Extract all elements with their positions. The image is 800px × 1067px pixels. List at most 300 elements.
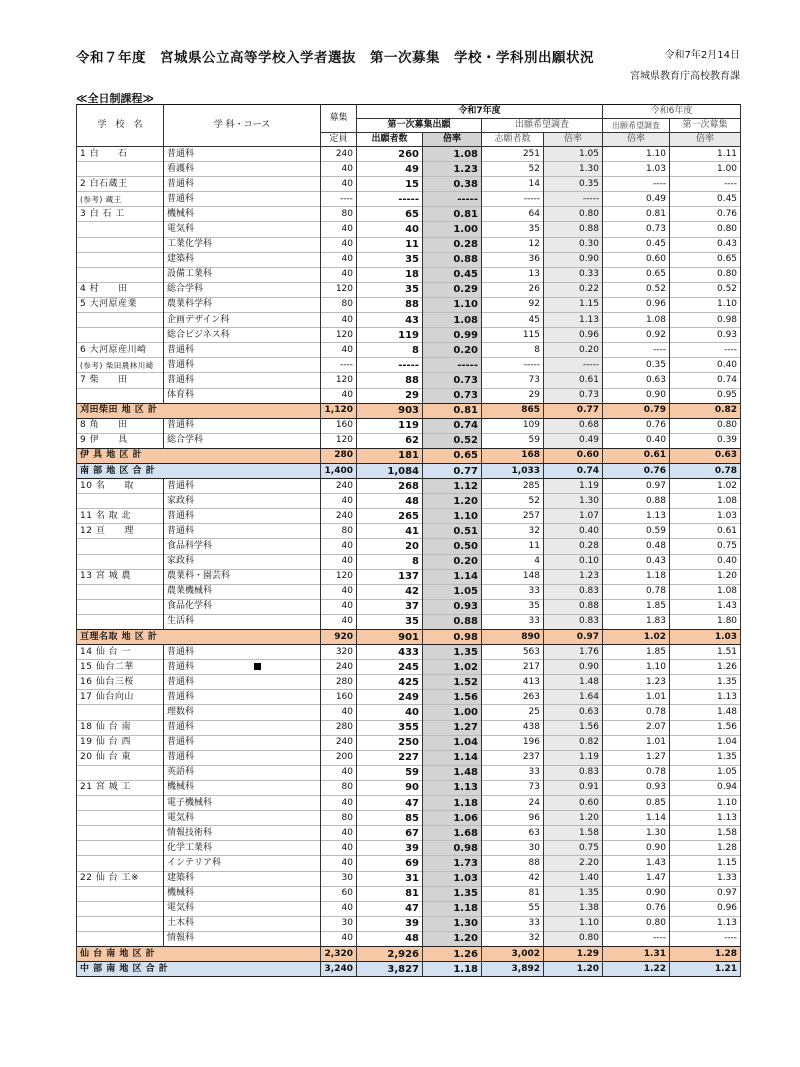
quota-cell: 80 — [321, 524, 357, 539]
table-row — [77, 569, 741, 584]
survey-applicants-cell: 24 — [482, 796, 544, 811]
department-name: 看護科 — [164, 162, 321, 177]
survey-applicants-cell: 148 — [482, 569, 544, 584]
survey-applicants-cell: 29 — [482, 388, 544, 403]
applicants-cell: 181 — [357, 448, 423, 463]
survey-applicants-cell: 12 — [482, 237, 544, 252]
school-name: 4 村 田 — [77, 282, 164, 297]
prev-survey-ratio-cell: ---- — [603, 931, 670, 946]
ratio-cell: 0.20 — [423, 554, 482, 569]
quota-cell: 40 — [321, 901, 357, 916]
department-name: 食品化学科 — [164, 599, 321, 614]
survey-applicants-cell: 55 — [482, 901, 544, 916]
applicants-cell: 425 — [357, 675, 423, 690]
table-row — [77, 705, 741, 720]
survey-ratio-cell: 1.23 — [544, 569, 603, 584]
table-row — [77, 282, 741, 297]
prev-survey-ratio-cell: 1.83 — [603, 614, 670, 629]
school-name: 5 大河原産業 — [77, 297, 164, 312]
applicants-cell: 903 — [357, 403, 423, 418]
ratio-cell: 1.10 — [423, 509, 482, 524]
quota-cell: 320 — [321, 645, 357, 660]
survey-applicants-cell: 59 — [482, 433, 544, 448]
table-row — [77, 690, 741, 705]
department-name: 情報技術科 — [164, 826, 321, 841]
applicants-cell: 355 — [357, 720, 423, 735]
table-row — [77, 931, 741, 946]
prev-survey-ratio-cell: 1.85 — [603, 599, 670, 614]
prev-first-ratio-cell: 0.94 — [670, 780, 741, 795]
survey-ratio-cell: 1.30 — [544, 494, 603, 509]
survey-applicants-cell: 13 — [482, 267, 544, 282]
school-name — [77, 584, 164, 599]
prev-first-ratio-cell: 1.10 — [670, 796, 741, 811]
survey-applicants-cell: ----- — [482, 192, 544, 207]
school-name — [77, 705, 164, 720]
ratio-cell: 1.35 — [423, 645, 482, 660]
survey-applicants-cell: 196 — [482, 735, 544, 750]
ratio-cell: 1.12 — [423, 479, 482, 494]
prev-first-ratio-cell: 1.48 — [670, 705, 741, 720]
table-row — [77, 901, 741, 916]
survey-applicants-cell: 865 — [482, 403, 544, 418]
ratio-cell: 0.98 — [423, 841, 482, 856]
department-name: 家政科 — [164, 494, 321, 509]
ratio-cell: 1.23 — [423, 162, 482, 177]
school-name: 22 仙 台 工※ — [77, 871, 164, 886]
applicants-cell: ----- — [357, 358, 423, 373]
quota-cell: 920 — [321, 630, 357, 645]
prev-survey-ratio-cell: ---- — [603, 177, 670, 192]
header-r7-survey-applicants: 志願者数 — [482, 133, 544, 147]
school-name: 20 仙 台 東 — [77, 750, 164, 765]
prev-survey-ratio-cell: 0.85 — [603, 796, 670, 811]
survey-ratio-cell: 1.19 — [544, 750, 603, 765]
department-name: 普通科 — [164, 690, 321, 705]
table-row — [77, 720, 741, 735]
survey-ratio-cell: 0.83 — [544, 614, 603, 629]
school-name — [77, 252, 164, 267]
survey-ratio-cell: 1.20 — [544, 811, 603, 826]
applicants-cell: 250 — [357, 735, 423, 750]
survey-ratio-cell: 0.61 — [544, 373, 603, 388]
prev-survey-ratio-cell: 1.43 — [603, 856, 670, 871]
survey-applicants-cell: 92 — [482, 297, 544, 312]
survey-ratio-cell: 0.97 — [544, 630, 603, 645]
department-name: 普通科 — [164, 720, 321, 735]
quota-cell: 200 — [321, 750, 357, 765]
table-row — [77, 614, 741, 629]
prev-first-ratio-cell: 1.05 — [670, 765, 741, 780]
survey-applicants-cell: 96 — [482, 811, 544, 826]
quota-cell: 240 — [321, 660, 357, 675]
department-name: 普通科 — [164, 750, 321, 765]
document-title: 令和７年度 宮城県公立高等学校入学者選抜 第一次募集 学校・学科別出願状況 — [76, 50, 594, 66]
quota-cell: 40 — [321, 237, 357, 252]
district-subtotal-row — [77, 946, 741, 961]
quota-cell: 40 — [321, 177, 357, 192]
table-row — [77, 252, 741, 267]
survey-applicants-cell: 237 — [482, 750, 544, 765]
school-name — [77, 388, 164, 403]
survey-applicants-cell: 52 — [482, 162, 544, 177]
prev-first-ratio-cell: 1.80 — [670, 614, 741, 629]
quota-cell: 120 — [321, 373, 357, 388]
survey-ratio-cell: 0.80 — [544, 207, 603, 222]
survey-ratio-cell: 0.88 — [544, 222, 603, 237]
table-row — [77, 207, 741, 222]
table-row — [77, 192, 741, 207]
ratio-cell: ----- — [423, 192, 482, 207]
header-r6: 令和6年度 — [603, 105, 741, 119]
quota-cell: 40 — [321, 931, 357, 946]
quota-cell: 40 — [321, 841, 357, 856]
department-name: 農業科・園芸科 — [164, 569, 321, 584]
quota-cell: 80 — [321, 207, 357, 222]
survey-ratio-cell: 1.64 — [544, 690, 603, 705]
survey-applicants-cell: 36 — [482, 252, 544, 267]
school-name — [77, 841, 164, 856]
ratio-cell: 0.81 — [423, 207, 482, 222]
applicants-cell: 35 — [357, 614, 423, 629]
survey-ratio-cell: 0.83 — [544, 765, 603, 780]
prev-first-ratio-cell: 0.93 — [670, 328, 741, 343]
survey-applicants-cell: 35 — [482, 222, 544, 237]
table-row — [77, 841, 741, 856]
prev-survey-ratio-cell: 1.30 — [603, 826, 670, 841]
prev-survey-ratio-cell: 1.23 — [603, 675, 670, 690]
quota-cell: 240 — [321, 479, 357, 494]
school-name — [77, 494, 164, 509]
survey-applicants-cell: 168 — [482, 448, 544, 463]
school-name — [77, 886, 164, 901]
department-name: 工業化学科 — [164, 237, 321, 252]
survey-ratio-cell: 0.49 — [544, 433, 603, 448]
prev-survey-ratio-cell: 0.90 — [603, 841, 670, 856]
survey-applicants-cell: 33 — [482, 916, 544, 931]
prev-first-ratio-cell: 0.40 — [670, 554, 741, 569]
applicants-cell: 31 — [357, 871, 423, 886]
school-name — [77, 599, 164, 614]
department-name: 電気科 — [164, 222, 321, 237]
ratio-cell: 0.77 — [423, 463, 482, 478]
prev-first-ratio-cell: 0.80 — [670, 222, 741, 237]
applicants-cell: 29 — [357, 388, 423, 403]
applicants-cell: 137 — [357, 569, 423, 584]
ratio-cell: 0.74 — [423, 418, 482, 433]
prev-survey-ratio-cell: 0.61 — [603, 448, 670, 463]
department-name: 機械科 — [164, 207, 321, 222]
school-name: 14 仙 台 一 — [77, 645, 164, 660]
survey-applicants-cell: 413 — [482, 675, 544, 690]
table-row — [77, 554, 741, 569]
prev-survey-ratio-cell: 0.92 — [603, 328, 670, 343]
applicants-cell: 69 — [357, 856, 423, 871]
survey-applicants-cell: 109 — [482, 418, 544, 433]
survey-ratio-cell: 1.20 — [544, 962, 603, 977]
table-row — [77, 494, 741, 509]
ratio-cell: 1.35 — [423, 886, 482, 901]
survey-ratio-cell: ----- — [544, 192, 603, 207]
prev-survey-ratio-cell: 1.08 — [603, 313, 670, 328]
square-marker-icon — [254, 663, 261, 670]
ratio-cell: 1.52 — [423, 675, 482, 690]
prev-first-ratio-cell: 1.35 — [670, 750, 741, 765]
applicants-cell: 8 — [357, 343, 423, 358]
ratio-cell: 1.08 — [423, 313, 482, 328]
prev-first-ratio-cell: 1.58 — [670, 826, 741, 841]
prev-survey-ratio-cell: 0.81 — [603, 207, 670, 222]
survey-applicants-cell: 33 — [482, 765, 544, 780]
quota-cell: 40 — [321, 765, 357, 780]
prev-first-ratio-cell: ---- — [670, 931, 741, 946]
prev-first-ratio-cell: 1.21 — [670, 962, 741, 977]
quota-cell: 40 — [321, 584, 357, 599]
school-name: 7 柴 田 — [77, 373, 164, 388]
prev-first-ratio-cell: 1.15 — [670, 856, 741, 871]
prev-survey-ratio-cell: 1.13 — [603, 509, 670, 524]
table-body — [77, 147, 741, 977]
survey-applicants-cell: 438 — [482, 720, 544, 735]
applicants-cell: 49 — [357, 162, 423, 177]
prev-first-ratio-cell: 1.04 — [670, 735, 741, 750]
applicants-cell: 48 — [357, 494, 423, 509]
school-name: 18 仙 台 南 — [77, 720, 164, 735]
prev-first-ratio-cell: 0.40 — [670, 358, 741, 373]
school-name: 2 白石蔵王 — [77, 177, 164, 192]
prev-survey-ratio-cell: 1.03 — [603, 162, 670, 177]
prev-survey-ratio-cell: 0.78 — [603, 584, 670, 599]
survey-ratio-cell: 0.83 — [544, 584, 603, 599]
prev-survey-ratio-cell: 1.10 — [603, 660, 670, 675]
applicants-cell: ----- — [357, 192, 423, 207]
prev-survey-ratio-cell: ---- — [603, 343, 670, 358]
applicants-cell: 15 — [357, 177, 423, 192]
survey-applicants-cell: 257 — [482, 509, 544, 524]
table-row — [77, 871, 741, 886]
applicants-cell: 18 — [357, 267, 423, 282]
survey-ratio-cell: 0.90 — [544, 660, 603, 675]
ratio-cell: 1.14 — [423, 750, 482, 765]
ratio-cell: 1.03 — [423, 871, 482, 886]
prev-survey-ratio-cell: 1.27 — [603, 750, 670, 765]
district-subtotal-row — [77, 630, 741, 645]
prev-survey-ratio-cell: 1.14 — [603, 811, 670, 826]
survey-ratio-cell: 1.15 — [544, 297, 603, 312]
ratio-cell: 0.51 — [423, 524, 482, 539]
applicants-cell: 67 — [357, 826, 423, 841]
prev-first-ratio-cell: 0.80 — [670, 418, 741, 433]
prev-survey-ratio-cell: 0.59 — [603, 524, 670, 539]
survey-applicants-cell: 8 — [482, 343, 544, 358]
survey-ratio-cell: 0.74 — [544, 463, 603, 478]
prev-survey-ratio-cell: 0.79 — [603, 403, 670, 418]
survey-applicants-cell: 285 — [482, 479, 544, 494]
prev-first-ratio-cell: 1.13 — [670, 690, 741, 705]
survey-ratio-cell: 0.35 — [544, 177, 603, 192]
school-name: 13 宮 城 農 — [77, 569, 164, 584]
survey-applicants-cell: 32 — [482, 931, 544, 946]
school-name — [77, 267, 164, 282]
prev-survey-ratio-cell: 1.22 — [603, 962, 670, 977]
table-row — [77, 358, 741, 373]
survey-applicants-cell: 42 — [482, 871, 544, 886]
ratio-cell: ----- — [423, 358, 482, 373]
survey-ratio-cell: 2.20 — [544, 856, 603, 871]
prev-survey-ratio-cell: 1.85 — [603, 645, 670, 660]
department-name: インテリア科 — [164, 856, 321, 871]
school-name — [77, 222, 164, 237]
survey-ratio-cell: 1.07 — [544, 509, 603, 524]
prev-survey-ratio-cell: 0.65 — [603, 267, 670, 282]
prev-first-ratio-cell: 1.08 — [670, 584, 741, 599]
survey-ratio-cell: 0.63 — [544, 705, 603, 720]
ratio-cell: 0.50 — [423, 539, 482, 554]
school-name — [77, 539, 164, 554]
table-row — [77, 147, 741, 162]
survey-applicants-cell: 1,033 — [482, 463, 544, 478]
region-total-row — [77, 962, 741, 977]
ratio-cell: 1.20 — [423, 931, 482, 946]
quota-cell: 1,400 — [321, 463, 357, 478]
prev-survey-ratio-cell: 0.35 — [603, 358, 670, 373]
applicants-cell: 40 — [357, 222, 423, 237]
school-name: 9 伊 具 — [77, 433, 164, 448]
table-row — [77, 796, 741, 811]
ratio-cell: 1.48 — [423, 765, 482, 780]
prev-first-ratio-cell: 0.61 — [670, 524, 741, 539]
department-name: 英語科 — [164, 765, 321, 780]
prev-survey-ratio-cell: 0.49 — [603, 192, 670, 207]
prev-first-ratio-cell: ---- — [670, 177, 741, 192]
survey-applicants-cell: 4 — [482, 554, 544, 569]
table-row — [77, 222, 741, 237]
course-label: ≪全日制課程≫ — [76, 92, 155, 105]
department-name: 普通科 — [164, 343, 321, 358]
survey-ratio-cell: 1.40 — [544, 871, 603, 886]
application-status-table — [76, 104, 741, 977]
quota-cell: 40 — [321, 826, 357, 841]
subtotal-label: 中 部 南 地 区 合 計 — [77, 962, 321, 977]
survey-ratio-cell: 0.20 — [544, 343, 603, 358]
issuing-office: 宮城県教育庁高校教育課 — [630, 71, 740, 82]
survey-ratio-cell: 1.58 — [544, 826, 603, 841]
prev-survey-ratio-cell: 0.76 — [603, 418, 670, 433]
ratio-cell: 0.88 — [423, 614, 482, 629]
applicants-cell: 39 — [357, 916, 423, 931]
header-r6-survey-ratio: 倍率 — [603, 133, 670, 147]
table-row — [77, 433, 741, 448]
table-row — [77, 916, 741, 931]
survey-ratio-cell: 1.05 — [544, 147, 603, 162]
subtotal-label: 南 部 地 区 合 計 — [77, 463, 321, 478]
prev-survey-ratio-cell: 1.31 — [603, 946, 670, 961]
table-row — [77, 388, 741, 403]
ratio-cell: 1.02 — [423, 660, 482, 675]
prev-first-ratio-cell: 0.39 — [670, 433, 741, 448]
survey-ratio-cell: 1.10 — [544, 916, 603, 931]
prev-survey-ratio-cell: 0.43 — [603, 554, 670, 569]
school-name: 17 仙台向山 — [77, 690, 164, 705]
quota-cell: ---- — [321, 192, 357, 207]
applicants-cell: 1,084 — [357, 463, 423, 478]
ratio-cell: 1.13 — [423, 780, 482, 795]
quota-cell: 280 — [321, 720, 357, 735]
school-name: 8 角 田 — [77, 418, 164, 433]
department-name: 設備工業科 — [164, 267, 321, 282]
prev-survey-ratio-cell: 0.45 — [603, 237, 670, 252]
quota-cell: 80 — [321, 297, 357, 312]
quota-cell: 40 — [321, 705, 357, 720]
quota-cell: 40 — [321, 343, 357, 358]
survey-applicants-cell: 3,892 — [482, 962, 544, 977]
department-name: 電気科 — [164, 901, 321, 916]
department-name: 総合ビジネス科 — [164, 328, 321, 343]
quota-cell: 40 — [321, 614, 357, 629]
table-row — [77, 343, 741, 358]
prev-first-ratio-cell: 1.13 — [670, 811, 741, 826]
table-row — [77, 750, 741, 765]
school-name: 12 亘 理 — [77, 524, 164, 539]
table-row — [77, 886, 741, 901]
header-r7-first: 第一次募集出願 — [357, 119, 482, 133]
header-r7-survey-ratio: 倍率 — [544, 133, 603, 147]
survey-ratio-cell: 0.60 — [544, 796, 603, 811]
prev-first-ratio-cell: 0.82 — [670, 403, 741, 418]
department-name: 普通科 — [164, 645, 321, 660]
department-name: 電子機械科 — [164, 796, 321, 811]
school-name: 6 大河原産川崎 — [77, 343, 164, 358]
ratio-cell: 1.00 — [423, 705, 482, 720]
prev-first-ratio-cell: 1.08 — [670, 494, 741, 509]
applicants-cell: 41 — [357, 524, 423, 539]
school-name — [77, 554, 164, 569]
prev-first-ratio-cell: 0.45 — [670, 192, 741, 207]
quota-cell: 40 — [321, 222, 357, 237]
department-name: 普通科 — [164, 177, 321, 192]
prev-first-ratio-cell: 1.28 — [670, 841, 741, 856]
school-name — [77, 765, 164, 780]
applicants-cell: 59 — [357, 765, 423, 780]
table-row — [77, 524, 741, 539]
school-name — [77, 162, 164, 177]
survey-ratio-cell: 1.56 — [544, 720, 603, 735]
applicants-cell: 37 — [357, 599, 423, 614]
quota-cell: 1,120 — [321, 403, 357, 418]
applicants-cell: 901 — [357, 630, 423, 645]
prev-survey-ratio-cell: 0.80 — [603, 916, 670, 931]
ratio-cell: 1.27 — [423, 720, 482, 735]
survey-ratio-cell: 1.13 — [544, 313, 603, 328]
survey-applicants-cell: 30 — [482, 841, 544, 856]
table-row — [77, 599, 741, 614]
survey-applicants-cell: 11 — [482, 539, 544, 554]
department-name: 農業科学科 — [164, 297, 321, 312]
prev-survey-ratio-cell: 0.96 — [603, 297, 670, 312]
prev-first-ratio-cell: 0.80 — [670, 267, 741, 282]
prev-survey-ratio-cell: 0.76 — [603, 463, 670, 478]
applicants-cell: 433 — [357, 645, 423, 660]
department-name: 普通科 — [164, 509, 321, 524]
quota-cell: 40 — [321, 796, 357, 811]
department-name: 生活科 — [164, 614, 321, 629]
survey-ratio-cell: 1.29 — [544, 946, 603, 961]
school-name: 15 仙台二華 — [77, 660, 164, 675]
prev-first-ratio-cell: 0.75 — [670, 539, 741, 554]
survey-applicants-cell: 45 — [482, 313, 544, 328]
subtotal-label: 刈田柴田 地 区 計 — [77, 403, 321, 418]
prev-first-ratio-cell: 0.98 — [670, 313, 741, 328]
